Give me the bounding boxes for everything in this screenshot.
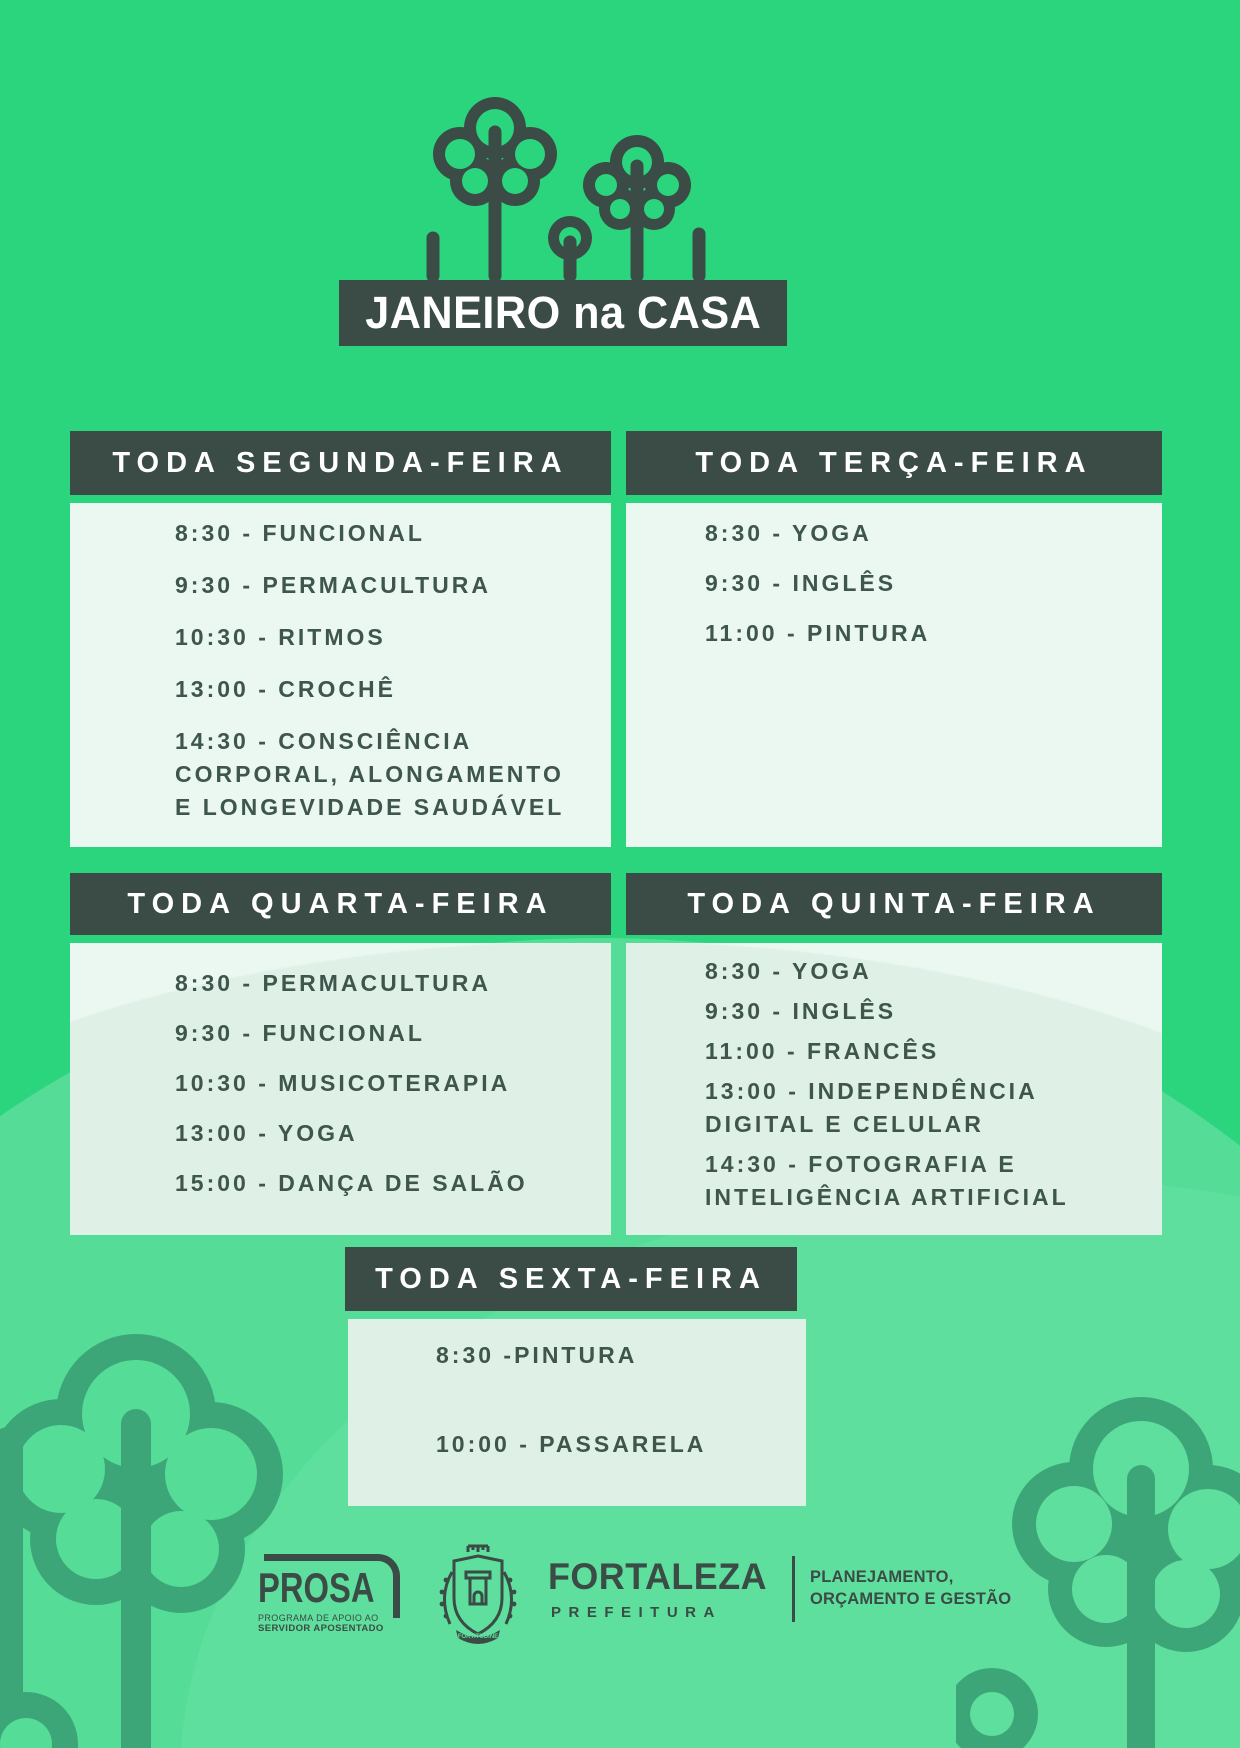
section-header-label: TODA TERÇA-FEIRA bbox=[695, 446, 1093, 479]
schedule-item: 9:30 - FUNCIONAL bbox=[175, 1020, 425, 1046]
schedule-list-terca bbox=[626, 503, 1162, 847]
fortaleza-logo bbox=[548, 1558, 774, 1621]
title-banner bbox=[339, 280, 787, 346]
prosa-logo-subtitle-bold: SERVIDOR APOSENTADO bbox=[258, 1623, 384, 1634]
schedule-item: 8:30 - PERMACULTURA bbox=[175, 970, 491, 996]
schedule-item: 14:30 - CONSCIÊNCIA CORPORAL, ALONGAMENTO E LONGEVIDADE SAUDÁVEL bbox=[175, 728, 565, 820]
section-header-label: TODA SEXTA-FEIRA bbox=[375, 1262, 767, 1295]
section-header-quarta bbox=[70, 873, 611, 935]
fortaleza-logo-subtitle: PREFEITURA bbox=[551, 1604, 722, 1621]
schedule-item: 14:30 - FOTOGRAFIA E INTELIGÊNCIA ARTIFICIAL bbox=[705, 1151, 1069, 1210]
section-header-sexta bbox=[345, 1247, 797, 1311]
schedule-item: 13:00 - CROCHÊ bbox=[175, 676, 396, 702]
trees-icon bbox=[410, 88, 710, 280]
schedule-list-segunda bbox=[70, 503, 611, 847]
schedule-list-quarta bbox=[70, 943, 611, 1235]
schedule-item: 10:00 - PASSARELA bbox=[436, 1431, 707, 1457]
schedule-item: 13:00 - YOGA bbox=[175, 1120, 358, 1146]
section-header-label: TODA QUARTA-FEIRA bbox=[127, 887, 554, 920]
footer-divider bbox=[792, 1556, 795, 1622]
prosa-logo-name: PROSA bbox=[258, 1564, 375, 1611]
schedule-item: 13:00 - INDEPENDÊNCIA DIGITAL E CELULAR bbox=[705, 1078, 1037, 1137]
schedule-item: 11:00 - PINTURA bbox=[705, 620, 931, 646]
schedule-list-quinta bbox=[626, 943, 1162, 1235]
schedule-list-sexta bbox=[348, 1319, 806, 1506]
schedule-item: 10:30 - MUSICOTERAPIA bbox=[175, 1070, 511, 1096]
secretariat-line2: ORÇAMENTO E GESTÃO bbox=[810, 1590, 1012, 1609]
fortaleza-crest-icon bbox=[432, 1542, 524, 1650]
page-title: JANEIRO na CASA bbox=[364, 287, 762, 338]
schedule-item: 8:30 - FUNCIONAL bbox=[175, 520, 425, 546]
schedule-item: 15:00 - DANÇA DE SALÃO bbox=[175, 1170, 528, 1196]
section-header-label: TODA SEGUNDA-FEIRA bbox=[112, 446, 569, 479]
schedule-item: 9:30 - INGLÊS bbox=[705, 998, 897, 1024]
section-header-quinta bbox=[626, 873, 1162, 935]
prosa-logo-subtitle: PROGRAMA DE APOIO AO bbox=[258, 1613, 379, 1623]
schedule-item: 9:30 - INGLÊS bbox=[705, 570, 897, 596]
crest-motto: FORTITUDINE bbox=[457, 1634, 499, 1640]
section-header-segunda bbox=[70, 431, 611, 495]
section-header-label: TODA QUINTA-FEIRA bbox=[687, 887, 1101, 920]
prosa-logo bbox=[258, 1554, 408, 1634]
fortaleza-logo-name: FORTALEZA bbox=[548, 1556, 768, 1597]
schedule-item: 9:30 - PERMACULTURA bbox=[175, 572, 491, 598]
footer-logos bbox=[0, 1540, 1240, 1700]
schedule-item: 8:30 - YOGA bbox=[705, 520, 872, 546]
schedule-item: 8:30 - YOGA bbox=[705, 958, 872, 984]
prosa-logo-line bbox=[264, 1554, 360, 1561]
secretariat-label bbox=[810, 1566, 1011, 1611]
section-header-terca bbox=[626, 431, 1162, 495]
secretariat-line1: PLANEJAMENTO, bbox=[810, 1568, 954, 1586]
schedule-item: 10:30 - RITMOS bbox=[175, 624, 386, 650]
schedule-item: 8:30 -PINTURA bbox=[436, 1342, 638, 1368]
schedule-item: 11:00 - FRANCÊS bbox=[705, 1038, 940, 1064]
